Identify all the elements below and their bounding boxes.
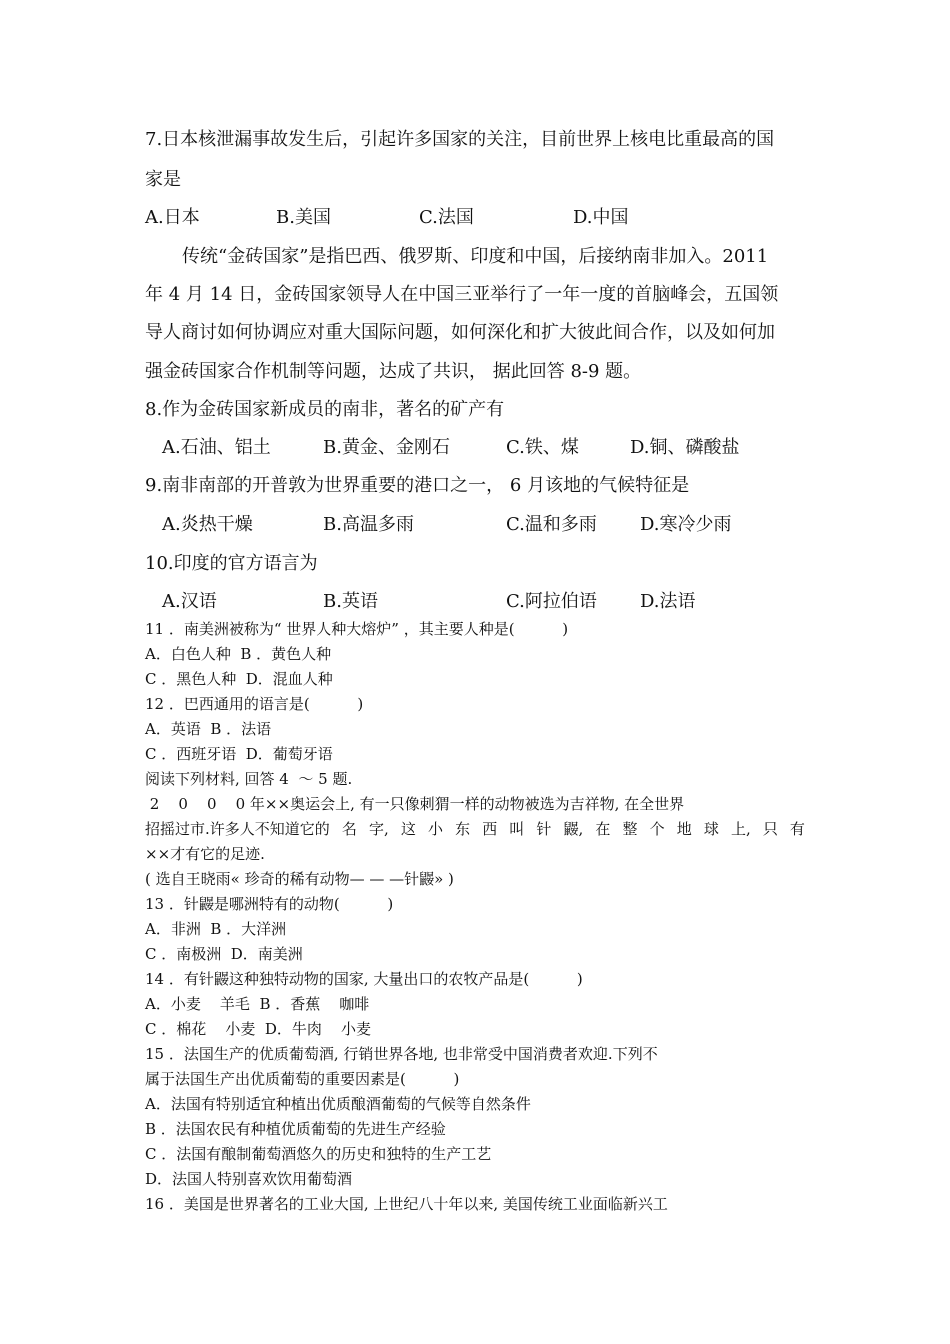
reading-line2-word: 只 — [762, 820, 778, 838]
q8-option-c: C.铁、煤 — [506, 437, 579, 458]
q8-option-d: D.铜、磷酸盐 — [630, 437, 740, 458]
q8-stem: 8.作为金砖国家新成员的南非，著名的矿产有 — [145, 399, 505, 420]
q13-stem: 13 ．针鼹是哪洲特有的动物( ) — [145, 895, 394, 913]
reading-line2-word: 地 — [676, 820, 692, 838]
reading-line2-word: 球 — [703, 820, 719, 838]
q13-options-ab: A．非洲 B ．大洋洲 — [145, 920, 287, 938]
q7-option-b: B.美国 — [276, 207, 331, 228]
q11-stem: 11 ．南美洲被称为“ 世界人种大熔炉” ，其主要人种是( ) — [145, 620, 569, 638]
q14-options-cd: C ．棉花 小麦 D．牛肉 小麦 — [145, 1020, 371, 1038]
q10-stem: 10.印度的官方语言为 — [145, 553, 318, 574]
q7-option-a: A.日本 — [145, 207, 200, 228]
q15-option-d: D．法国人特别喜欢饮用葡萄酒 — [145, 1170, 353, 1188]
q13-options-cd: C ．南极洲 D．南美洲 — [145, 945, 303, 963]
passage-line4: 强金砖国家合作机制等问题，达成了共识， 据此回答 8-9 题。 — [145, 361, 642, 382]
reading-line2-word: 名 — [341, 820, 357, 838]
reading-line2-word: 在 — [595, 820, 611, 838]
q10-option-d: D.法语 — [640, 591, 696, 612]
q16-stem: 16 ．美国是世界著名的工业大国, 上世纪八十年以来, 美国传统工业面临新兴工 — [145, 1195, 668, 1213]
reading-line3: ××才有它的足迹. — [145, 845, 265, 863]
q9-option-a: A.炎热干燥 — [162, 514, 253, 535]
q15-option-a: A．法国有特别适宜种植出优质酿酒葡萄的气候等自然条件 — [145, 1095, 531, 1113]
q15-stem-line2: 属于法国生产出优质葡萄的重要因素是( ) — [145, 1070, 460, 1088]
q10-option-a: A.汉语 — [162, 591, 217, 612]
q12-options-ab: A．英语 B ．法语 — [145, 720, 272, 738]
reading-line2-word: 有 — [789, 820, 805, 838]
reading-line2-word: 上, — [730, 820, 751, 838]
q15-option-c: C ．法国有酿制葡萄酒悠久的历史和独特的生产工艺 — [145, 1145, 492, 1163]
q11-options-ab: A．白色人种 B ．黄色人种 — [145, 645, 332, 663]
q11-options-cd: C ．黑色人种 D．混血人种 — [145, 670, 333, 688]
reading-line2-word: 这 — [400, 820, 416, 838]
q14-options-ab: A．小麦 羊毛 B ．香蕉 咖啡 — [145, 995, 370, 1013]
q12-stem: 12 ．巴西通用的语言是( ) — [145, 695, 364, 713]
reading-line2-word: 字, — [368, 820, 389, 838]
q10-option-c: C.阿拉伯语 — [506, 591, 597, 612]
q9-stem: 9.南非南部的开普敦为世界重要的港口之一， 6 月该地的气候特征是 — [145, 475, 690, 496]
q7-option-d: D.中国 — [573, 207, 629, 228]
q9-option-d: D.寒冷少雨 — [640, 514, 732, 535]
q7-stem-line2: 家是 — [145, 169, 181, 190]
reading-line2-word: 针 — [536, 820, 552, 838]
q15-stem-line1: 15 ．法国生产的优质葡萄酒, 行销世界各地, 也非常受中国消费者欢迎.下列不 — [145, 1045, 658, 1063]
q10-option-b: B.英语 — [323, 591, 378, 612]
q9-option-c: C.温和多雨 — [506, 514, 597, 535]
q9-option-b: B.高温多雨 — [323, 514, 414, 535]
q7-option-c: C.法国 — [419, 207, 474, 228]
q12-options-cd: C ．西班牙语 D．葡萄牙语 — [145, 745, 333, 763]
reading-intro: 阅读下列材料, 回答 4 ～ 5 题. — [145, 770, 353, 788]
q8-option-b: B.黄金、金刚石 — [323, 437, 450, 458]
reading-line2-word: 鼹, — [563, 820, 584, 838]
q15-option-b: B ．法国农民有种植优质葡萄的先进生产经验 — [145, 1120, 446, 1138]
reading-line2-word: 东 — [455, 820, 471, 838]
q7-stem-line1: 7.日本核泄漏事故发生后，引起许多国家的关注，目前世界上核电比重最高的国 — [145, 129, 775, 150]
reading-line2-word: 小 — [427, 820, 443, 838]
q14-stem: 14 ．有针鼹这种独特动物的国家, 大量出口的农牧产品是( ) — [145, 970, 583, 988]
reading-line2-word: 招摇过市.许多人不知道它的 — [145, 820, 330, 838]
reading-source: ( 选自王晓雨« 珍奇的稀有动物— — —针鼹» ) — [145, 870, 454, 888]
passage-line2: 年 4 月 14 日，金砖国家领导人在中国三亚举行了一年一度的首脑峰会，五国领 — [145, 284, 779, 305]
passage-line3: 导人商讨如何协调应对重大国际问题，如何深化和扩大彼此间合作，以及如何加 — [145, 322, 775, 343]
reading-line2-word: 整 — [622, 820, 638, 838]
reading-line1: 2 0 0 0 年××奥运会上, 有一只像刺猬一样的动物被选为吉祥物, 在全世界 — [145, 795, 685, 813]
passage-line1: 传统“金砖国家”是指巴西、俄罗斯、印度和中国，后接纳南非加入。2011 — [182, 246, 769, 267]
reading-line2-word: 西 — [482, 820, 498, 838]
q8-option-a: A.石油、铝土 — [162, 437, 271, 458]
reading-line2 — [145, 818, 805, 839]
reading-line2-word: 叫 — [509, 820, 525, 838]
reading-line2-word: 个 — [649, 820, 665, 838]
